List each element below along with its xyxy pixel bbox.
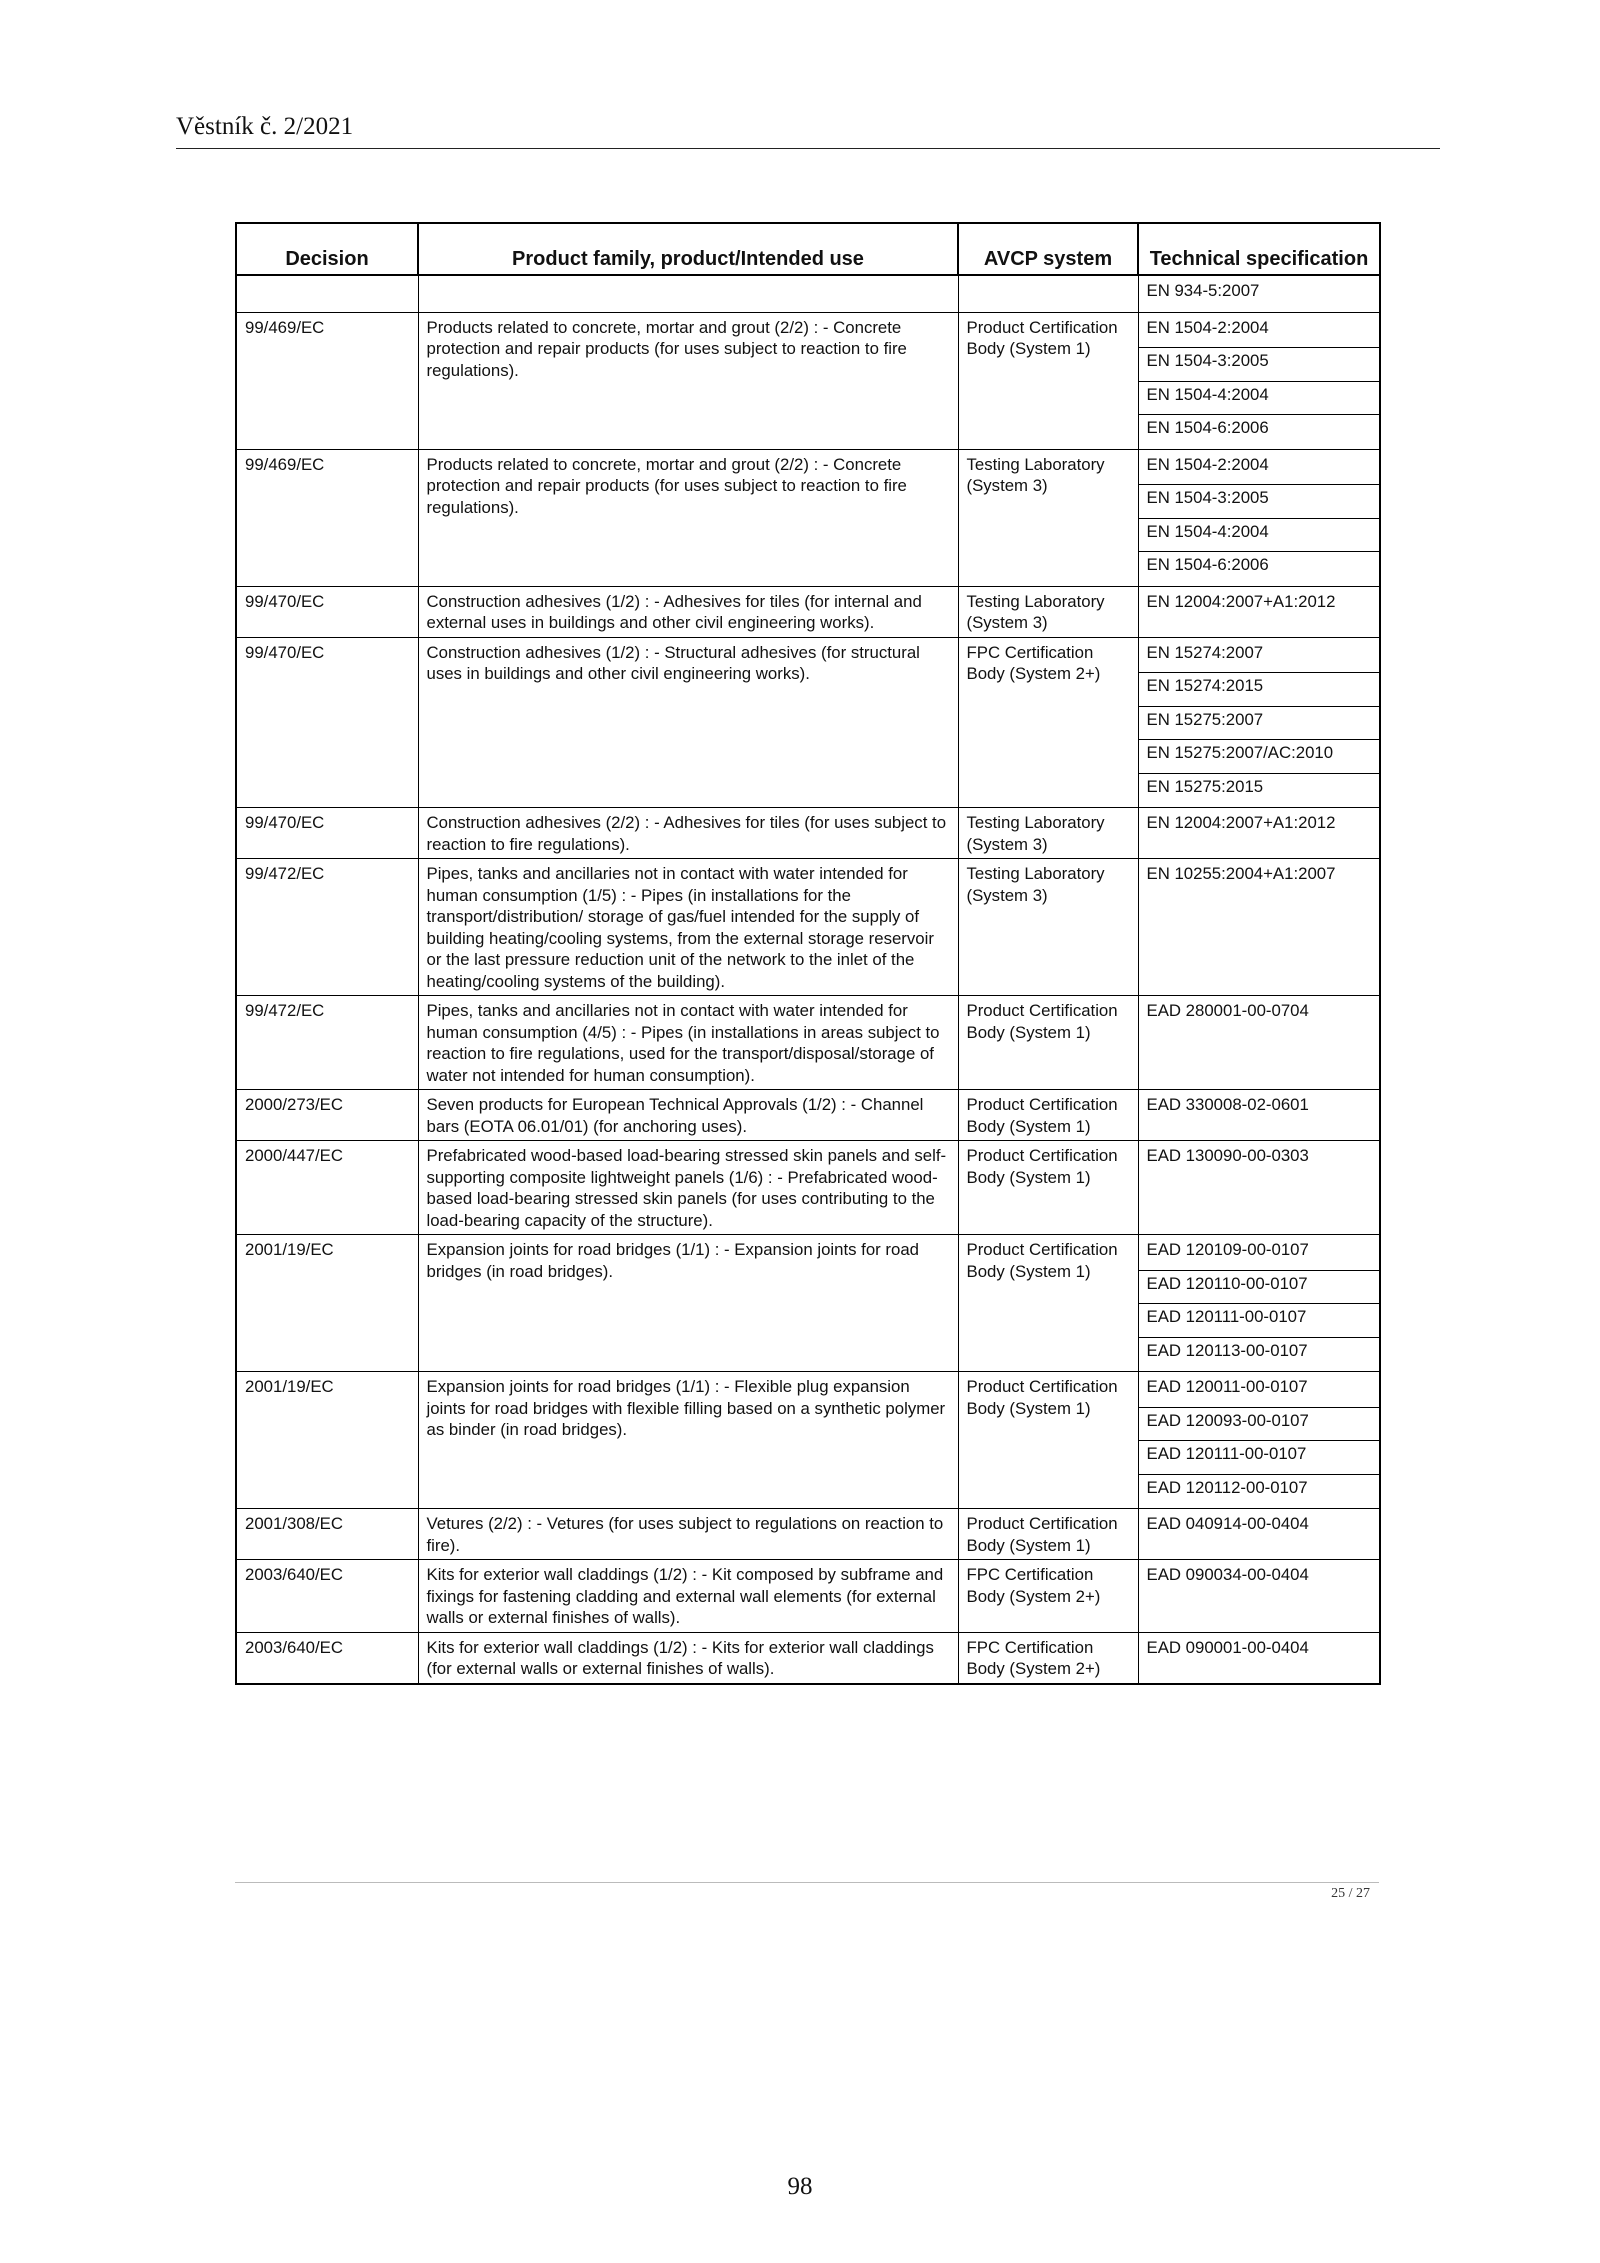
product-cell: Products related to concrete, mortar and grout (2/2) : - Concrete protection and repair products (for uses subject to reaction to fire regulations).	[418, 449, 958, 586]
product-cell: Products related to concrete, mortar and grout (2/2) : - Concrete protection and repair products (for uses subject to reaction to fire regulations).	[418, 312, 958, 449]
specification-entry: EN 934-5:2007	[1146, 281, 1260, 300]
specification-entry: EN 15274:2015	[1139, 673, 1380, 707]
specification-entry: EAD 280001-00-0704	[1146, 1001, 1309, 1020]
specification-cell	[1138, 1509, 1380, 1560]
specification-entry: EN 12004:2007+A1:2012	[1146, 813, 1336, 832]
decision-cell: 99/469/EC	[236, 312, 418, 449]
avcp-cell: FPC Certification Body (System 2+)	[958, 1632, 1138, 1684]
table-row	[236, 1090, 1380, 1141]
avcp-cell: FPC Certification Body (System 2+)	[958, 637, 1138, 808]
product-decision-table	[235, 222, 1381, 1685]
specification-cell	[1138, 275, 1380, 312]
specification-entry: EN 15275:2007	[1139, 707, 1380, 741]
table-row	[236, 808, 1380, 859]
avcp-cell: Product Certification Body (System 1)	[958, 1090, 1138, 1141]
column-header-avcp: AVCP system	[958, 223, 1138, 275]
table-row	[236, 637, 1380, 808]
decision-cell: 2001/308/EC	[236, 1509, 418, 1560]
specification-entry: EN 1504-3:2005	[1139, 348, 1380, 382]
product-cell: Vetures (2/2) : - Vetures (for uses subject to regulations on reaction to fire).	[418, 1509, 958, 1560]
specification-entry: EAD 120113-00-0107	[1146, 1340, 1308, 1360]
avcp-cell: Product Certification Body (System 1)	[958, 1372, 1138, 1509]
specification-entry: EN 1504-3:2005	[1139, 485, 1380, 519]
specification-entry: EN 15274:2007	[1139, 640, 1380, 674]
decision-cell: 99/469/EC	[236, 449, 418, 586]
column-header-product: Product family, product/Intended use	[418, 223, 958, 275]
table-row	[236, 1372, 1380, 1509]
specification-entry: EN 1504-6:2006	[1146, 555, 1269, 574]
specification-entry: EAD 120110-00-0107	[1139, 1271, 1380, 1305]
page-number: 98	[787, 2173, 813, 2200]
table-row	[236, 1235, 1380, 1372]
avcp-cell: Product Certification Body (System 1)	[958, 996, 1138, 1090]
decision-cell: 99/470/EC	[236, 586, 418, 637]
table-row	[236, 1141, 1380, 1235]
decision-cell: 99/470/EC	[236, 637, 418, 808]
decision-cell: 2001/19/EC	[236, 1372, 418, 1509]
specification-cell	[1138, 808, 1380, 859]
specification-cell	[1138, 1141, 1380, 1235]
specification-entry: EAD 040914-00-0404	[1146, 1514, 1309, 1533]
decision-cell: 99/470/EC	[236, 808, 418, 859]
avcp-cell: Testing Laboratory (System 3)	[958, 808, 1138, 859]
specification-entry: EAD 130090-00-0303	[1146, 1146, 1309, 1165]
specification-entry: EAD 120112-00-0107	[1146, 1477, 1308, 1497]
product-cell: Expansion joints for road bridges (1/1) : - Flexible plug expansion joints for road bridges with flexible filling based on a synthetic polymer as binder (in road bridges).	[418, 1372, 958, 1509]
specification-entry: EN 10255:2004+A1:2007	[1146, 864, 1336, 883]
specification-entry: EAD 330008-02-0601	[1146, 1095, 1309, 1114]
specification-entry: EAD 120109-00-0107	[1139, 1237, 1380, 1271]
specification-cell	[1138, 1372, 1380, 1509]
avcp-cell: Product Certification Body (System 1)	[958, 312, 1138, 449]
specification-cell	[1138, 1235, 1380, 1372]
avcp-cell: Testing Laboratory (System 3)	[958, 859, 1138, 996]
product-cell: Pipes, tanks and ancillaries not in contact with water intended for human consumption (4/5) : - Pipes (in installations in areas subject to reaction to fire regulations, used for the transport/disposal/storage of water not intended for human consumption).	[418, 996, 958, 1090]
table-row	[236, 1509, 1380, 1560]
specification-entry: EAD 120111-00-0107	[1139, 1304, 1380, 1338]
specification-entry: EN 1504-4:2004	[1139, 519, 1380, 553]
avcp-cell	[958, 275, 1138, 312]
specification-entry: EAD 120011-00-0107	[1139, 1374, 1380, 1408]
specification-cell	[1138, 586, 1380, 637]
specification-entry: EN 1504-4:2004	[1139, 382, 1380, 416]
decision-cell: 99/472/EC	[236, 996, 418, 1090]
decision-cell: 2000/447/EC	[236, 1141, 418, 1235]
avcp-cell: Testing Laboratory (System 3)	[958, 449, 1138, 586]
product-cell: Seven products for European Technical Approvals (1/2) : - Channel bars (EOTA 06.01/01) (for anchoring uses).	[418, 1090, 958, 1141]
product-cell: Prefabricated wood-based load-bearing stressed skin panels and self-supporting composite lightweight panels (1/6) : - Prefabricated wood-based load-bearing stressed skin panels (for uses contributing to the load-bearing capacity of the structure).	[418, 1141, 958, 1235]
specification-cell	[1138, 637, 1380, 808]
sheet-page-counter: 25 / 27	[1331, 1886, 1370, 1901]
product-cell: Pipes, tanks and ancillaries not in contact with water intended for human consumption (1/5) : - Pipes (in installations for the transport/distribution/ storage of gas/fuel intended for the supply of building heating/cooling systems, from the external storage reservoir or the last pressure reduction unit of the network to the inlet of the heating/cooling systems of the building).	[418, 859, 958, 996]
decision-cell	[236, 275, 418, 312]
column-header-specification: Technical specification	[1138, 223, 1380, 275]
specification-entry: EAD 090034-00-0404	[1146, 1565, 1309, 1584]
specification-cell	[1138, 1090, 1380, 1141]
table-header-row	[236, 223, 1380, 275]
avcp-cell: Product Certification Body (System 1)	[958, 1509, 1138, 1560]
table-row	[236, 586, 1380, 637]
specification-entry: EN 1504-2:2004	[1139, 315, 1380, 349]
specification-cell	[1138, 996, 1380, 1090]
table-row	[236, 1560, 1380, 1633]
table-body	[236, 275, 1380, 1684]
page-header	[176, 112, 1440, 149]
product-cell: Kits for exterior wall claddings (1/2) : - Kit composed by subframe and fixings for fastening cladding and external wall elements (for external walls or external finishes of walls).	[418, 1560, 958, 1633]
avcp-cell: FPC Certification Body (System 2+)	[958, 1560, 1138, 1633]
specification-entry: EAD 120093-00-0107	[1139, 1408, 1380, 1442]
avcp-cell: Product Certification Body (System 1)	[958, 1235, 1138, 1372]
specification-entry: EN 1504-2:2004	[1139, 452, 1380, 486]
product-cell: Kits for exterior wall claddings (1/2) : - Kits for exterior wall claddings (for external walls or external finishes of walls).	[418, 1632, 958, 1684]
decision-cell: 99/472/EC	[236, 859, 418, 996]
specification-entry: EAD 120111-00-0107	[1139, 1441, 1380, 1475]
table-row	[236, 996, 1380, 1090]
product-cell: Construction adhesives (1/2) : - Structural adhesives (for structural uses in buildings and other civil engineering works).	[418, 637, 958, 808]
decision-cell: 2003/640/EC	[236, 1560, 418, 1633]
footer-divider	[235, 1882, 1379, 1883]
avcp-cell: Testing Laboratory (System 3)	[958, 586, 1138, 637]
specification-cell	[1138, 859, 1380, 996]
specification-entry: EN 15275:2007/AC:2010	[1139, 740, 1380, 774]
specification-cell	[1138, 1560, 1380, 1633]
table-row	[236, 312, 1380, 449]
column-header-decision: Decision	[236, 223, 418, 275]
product-cell: Construction adhesives (2/2) : - Adhesives for tiles (for uses subject to reaction to fire regulations).	[418, 808, 958, 859]
specification-entry: EAD 090001-00-0404	[1146, 1637, 1309, 1657]
avcp-cell: Product Certification Body (System 1)	[958, 1141, 1138, 1235]
table-row	[236, 449, 1380, 586]
product-cell: Construction adhesives (1/2) : - Adhesives for tiles (for internal and external uses in buildings and other civil engineering works).	[418, 586, 958, 637]
specification-cell	[1138, 312, 1380, 449]
specification-cell	[1138, 1632, 1380, 1684]
specification-entry: EN 1504-6:2006	[1146, 418, 1269, 437]
table-row	[236, 859, 1380, 996]
product-cell: Expansion joints for road bridges (1/1) : - Expansion joints for road bridges (in road bridges).	[418, 1235, 958, 1372]
decision-cell: 2001/19/EC	[236, 1235, 418, 1372]
specification-entry: EN 12004:2007+A1:2012	[1146, 591, 1336, 611]
product-cell	[418, 275, 958, 312]
decision-cell: 2003/640/EC	[236, 1632, 418, 1684]
table-row	[236, 1632, 1380, 1684]
specification-cell	[1138, 449, 1380, 586]
decision-cell: 2000/273/EC	[236, 1090, 418, 1141]
journal-title: Věstník č. 2/2021	[176, 113, 354, 140]
specification-entry: EN 15275:2015	[1146, 776, 1264, 796]
table-row	[236, 275, 1380, 312]
